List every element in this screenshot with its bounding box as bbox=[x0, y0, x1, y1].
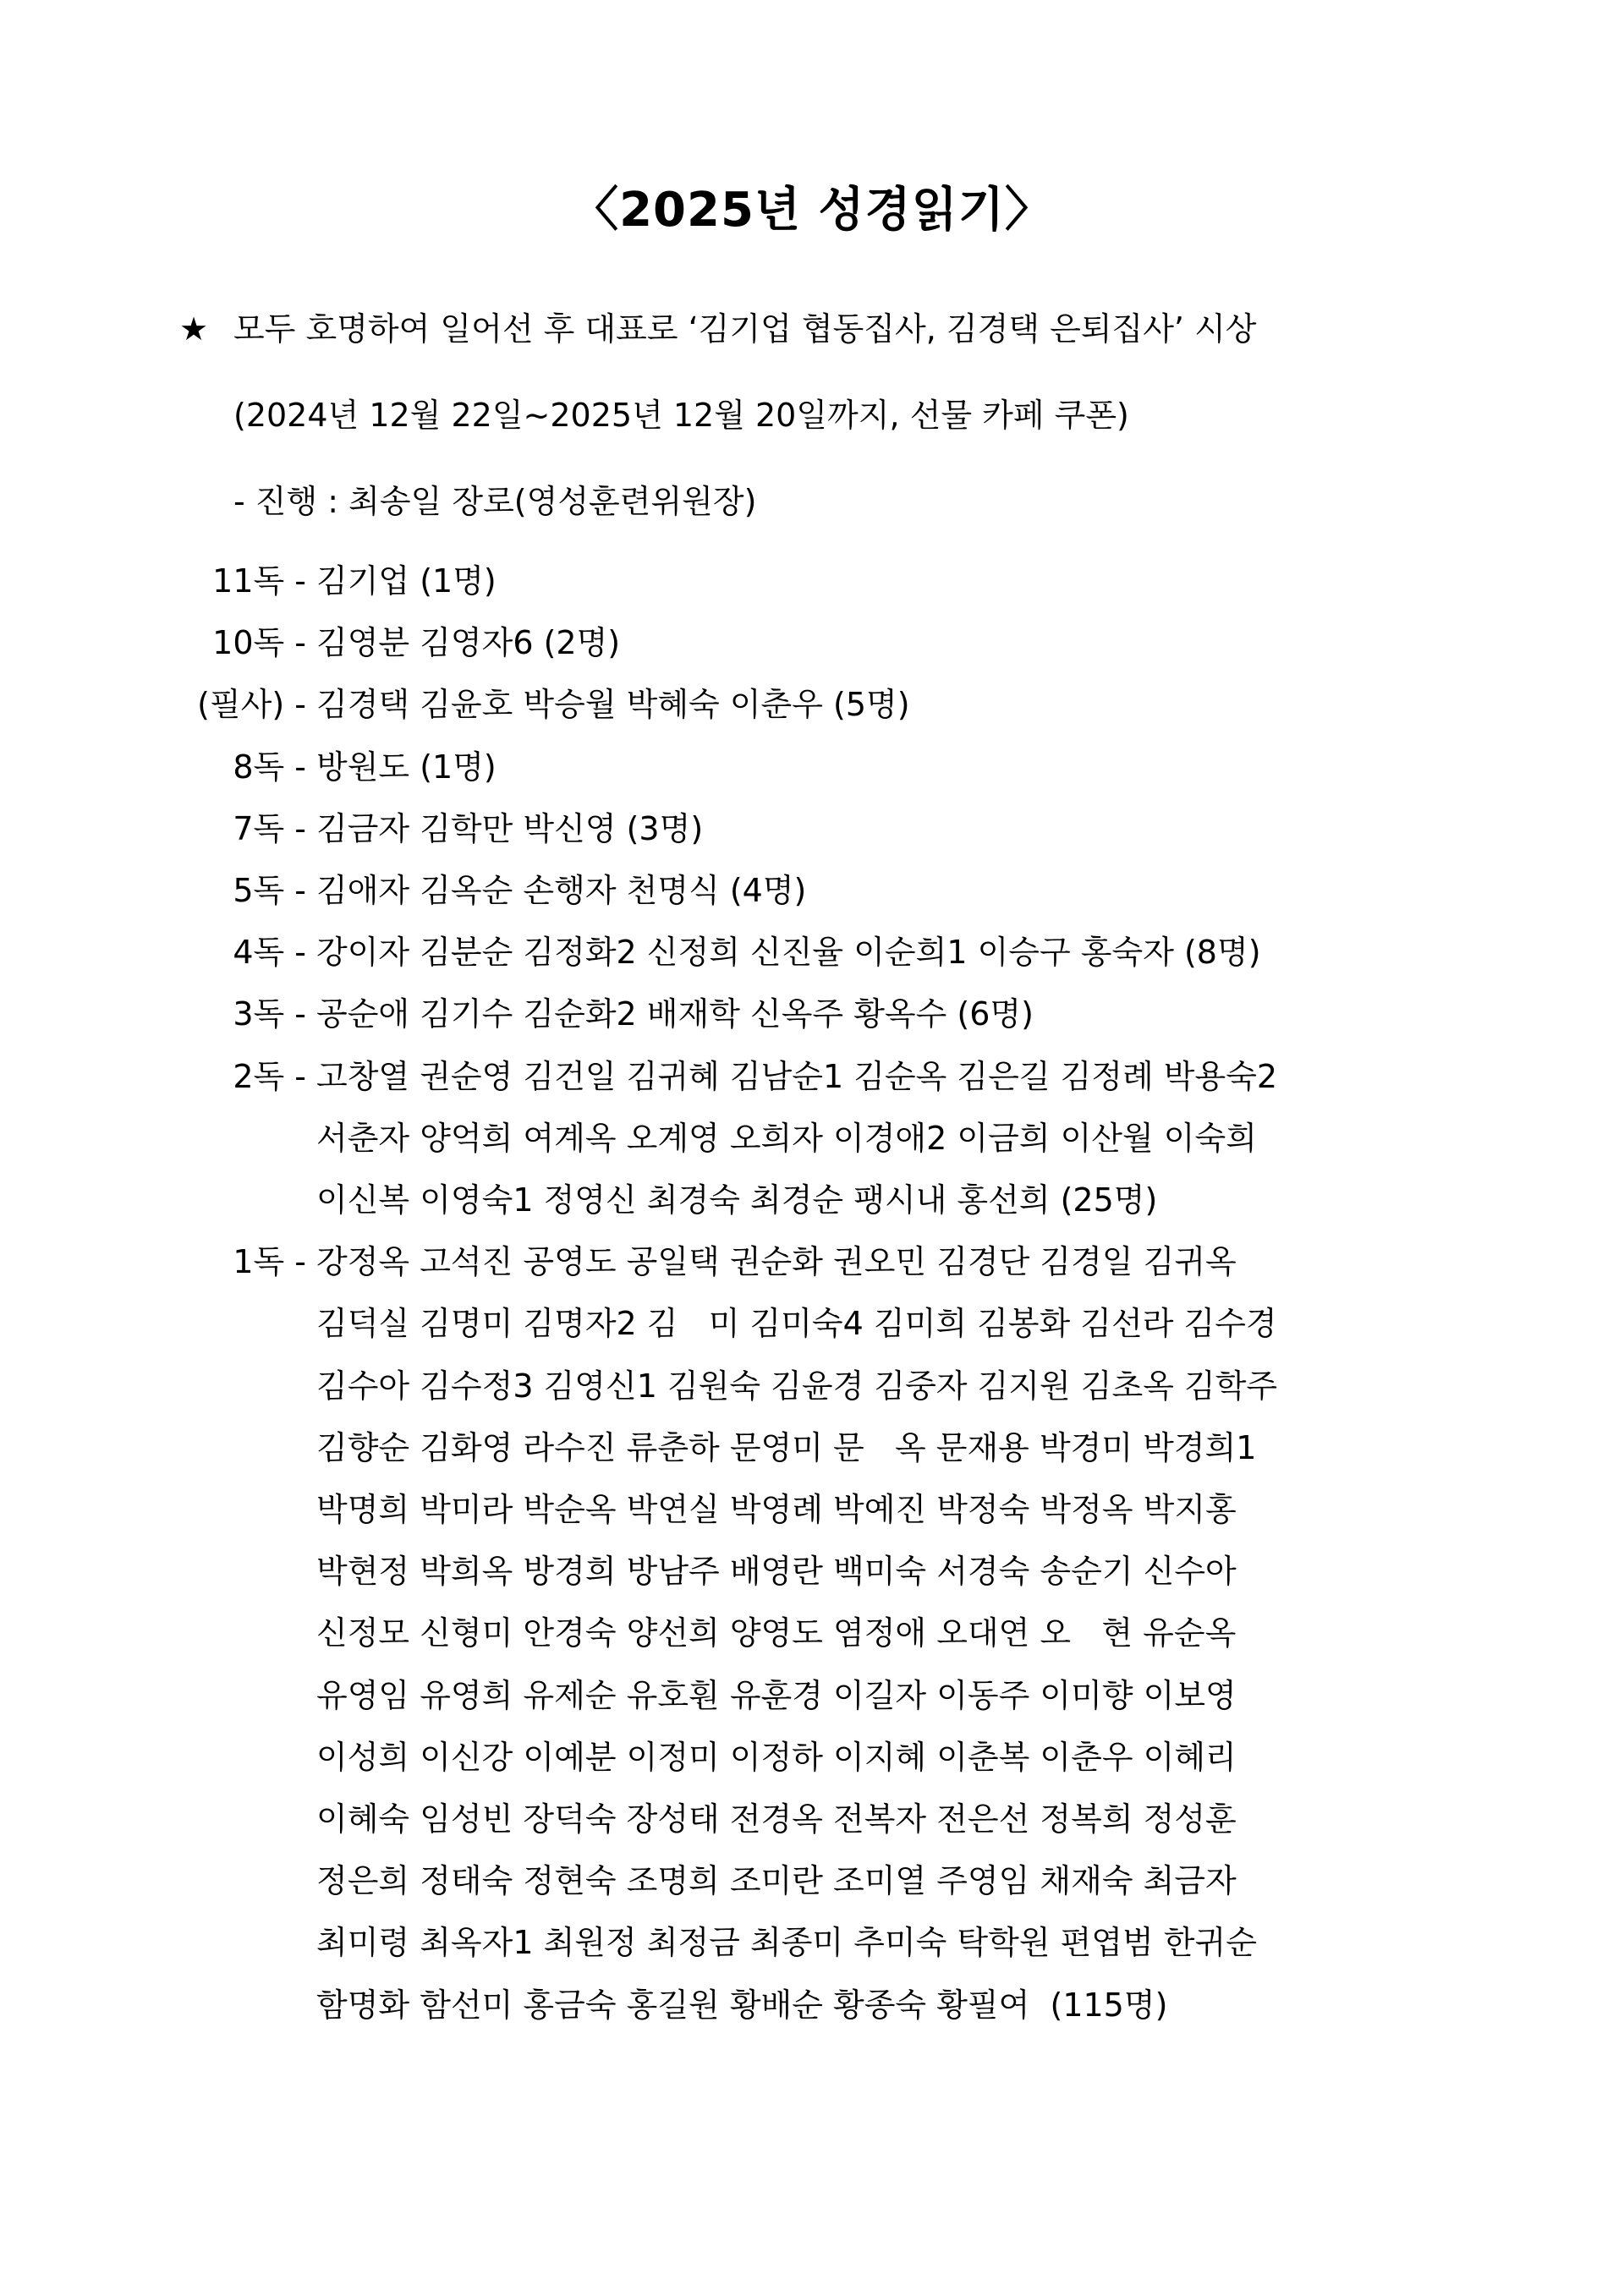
reader-names bbox=[306, 674, 910, 736]
reader-group bbox=[179, 1046, 1277, 1232]
reader-names-line: 김향순 김화영 라수진 류춘하 문영미 문 옥 문재용 박경미 박경희1 bbox=[316, 1428, 1257, 1466]
reader-count-label: 2독 - bbox=[233, 1057, 306, 1095]
reader-count-label: 11독 - bbox=[212, 562, 306, 600]
reader-names-line: 김금자 김학만 박신영 (3명) bbox=[316, 809, 704, 847]
reader-count-label: 7독 - bbox=[233, 809, 306, 847]
reader-group bbox=[179, 1231, 1277, 2036]
reader-names-line: 김수아 김수정3 김영신1 김원숙 김윤경 김중자 김지원 김초옥 김학주 bbox=[316, 1367, 1278, 1405]
reader-names-line: 함명화 함선미 홍금숙 홍길원 황배순 황종숙 황필여 (115명) bbox=[316, 1986, 1168, 2024]
reader-names-line: 박현정 박희옥 방경희 방남주 배영란 백미숙 서경숙 송순기 신수아 bbox=[316, 1553, 1237, 1591]
reader-names-line: 이혜숙 임성빈 장덕숙 장성태 전경옥 전복자 전은선 정복희 정성훈 bbox=[316, 1800, 1237, 1838]
reader-names-line: 강이자 김분순 김정화2 신정희 신진율 이순희1 이승구 홍숙자 (8명) bbox=[316, 934, 1261, 972]
reader-group bbox=[179, 551, 1277, 612]
reader-group bbox=[179, 798, 1277, 860]
reader-names-line: 김영분 김영자6 (2명) bbox=[316, 624, 621, 662]
reader-group bbox=[179, 922, 1277, 984]
award-period: (2024년 12월 22일~2025년 12월 20일까지, 선물 카페 쿠폰) bbox=[233, 397, 1129, 434]
reader-names bbox=[306, 860, 806, 922]
award-host: - 진행 : 최송일 장로(영성훈련위원장) bbox=[233, 483, 757, 520]
reader-names bbox=[306, 984, 1034, 1045]
reader-group bbox=[179, 612, 1277, 674]
reader-names bbox=[306, 612, 620, 674]
award-notice bbox=[179, 286, 1256, 545]
reader-names-line: 최미령 최옥자1 최원정 최정금 최종미 추미숙 탁학원 편엽범 한귀순 bbox=[316, 1924, 1257, 1962]
reader-group bbox=[179, 860, 1277, 922]
reader-count-label: (필사) - bbox=[197, 686, 306, 724]
reader-list bbox=[179, 551, 1277, 2036]
reader-names bbox=[306, 922, 1261, 984]
reader-names bbox=[306, 551, 497, 612]
reader-names bbox=[306, 798, 703, 860]
reader-names bbox=[306, 1046, 1277, 1232]
reader-group bbox=[179, 737, 1277, 798]
reader-names-line: 신정모 신형미 안경숙 양선희 양영도 염정애 오대연 오 현 유순옥 bbox=[316, 1614, 1237, 1652]
award-notice-line bbox=[179, 286, 1256, 372]
reader-names-line: 강정옥 고석진 공영도 공일택 권순화 권오민 김경단 김경일 김귀옥 bbox=[316, 1243, 1237, 1281]
reader-names-line: 방원도 (1명) bbox=[316, 748, 497, 786]
reader-names-line: 이성희 이신강 이예분 이정미 이정하 이지혜 이춘복 이춘우 이혜리 bbox=[316, 1738, 1237, 1776]
reader-names-line: 공순애 김기수 김순화2 배재학 신옥주 황옥수 (6명) bbox=[316, 995, 1034, 1033]
star-icon: ★ bbox=[179, 310, 209, 348]
reader-group bbox=[179, 984, 1277, 1045]
document-title: 〈2025년 성경읽기〉 bbox=[571, 183, 1053, 238]
reader-names-line: 고창열 권순영 김건일 김귀혜 김남순1 김순옥 김은길 김정례 박용숙2 bbox=[316, 1057, 1278, 1095]
reader-names-line: 유영임 유영희 유제순 유호훤 유훈경 이길자 이동주 이미향 이보영 bbox=[316, 1676, 1237, 1714]
reader-names bbox=[306, 1231, 1277, 2036]
reader-names-line: 박명희 박미라 박순옥 박연실 박영례 박예진 박정숙 박정옥 박지홍 bbox=[316, 1491, 1237, 1529]
reader-group bbox=[179, 674, 1277, 736]
reader-names-line: 서춘자 양억희 여계옥 오계영 오희자 이경애2 이금희 이산월 이숙희 bbox=[316, 1119, 1257, 1157]
reader-count-label: 3독 - bbox=[233, 995, 306, 1033]
reader-names-line: 김기업 (1명) bbox=[316, 562, 497, 600]
reader-names-line: 김경택 김윤호 박승월 박혜숙 이춘우 (5명) bbox=[316, 686, 910, 724]
reader-count-label: 10독 - bbox=[212, 624, 306, 662]
reader-names-line: 김애자 김옥순 손행자 천명식 (4명) bbox=[316, 872, 807, 910]
reader-names-line: 이신복 이영숙1 정영신 최경숙 최경순 팽시내 홍선희 (25명) bbox=[316, 1181, 1158, 1219]
reader-names-line: 김덕실 김명미 김명자2 김 미 김미숙4 김미희 김봉화 김선라 김수경 bbox=[316, 1305, 1277, 1343]
reader-count-label: 4독 - bbox=[233, 934, 306, 972]
reader-names bbox=[306, 737, 497, 798]
award-description: 모두 호명하여 일어선 후 대표로 ‘김기업 협동집사, 김경택 은퇴집사’ 시상 bbox=[233, 310, 1257, 348]
reader-count-label: 8독 - bbox=[233, 748, 306, 786]
reader-names-line: 정은희 정태숙 정현숙 조명희 조미란 조미열 주영임 채재숙 최금자 bbox=[316, 1862, 1237, 1900]
reader-count-label: 5독 - bbox=[233, 872, 306, 910]
reader-count-label: 1독 - bbox=[233, 1243, 306, 1281]
